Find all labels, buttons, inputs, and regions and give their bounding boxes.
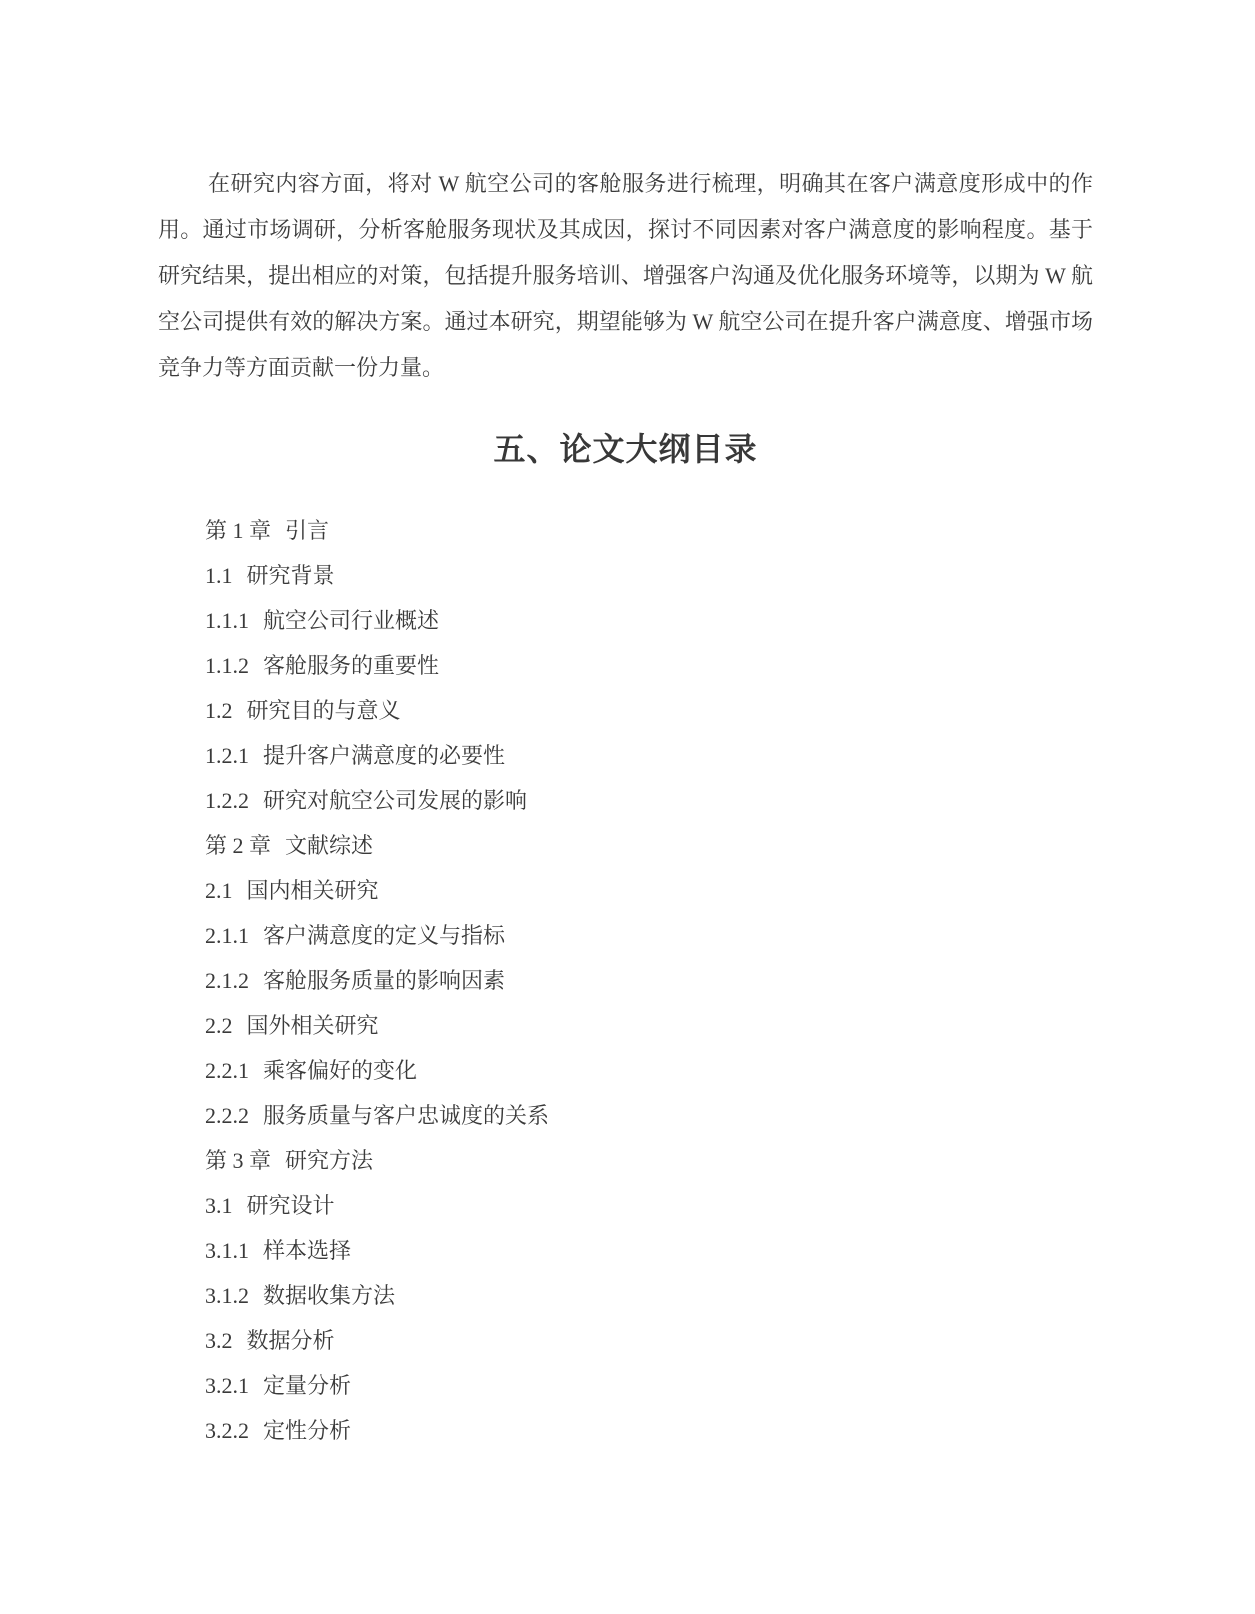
outline-item-3-2-1 — [205, 1363, 1093, 1408]
outline-item-title: 客户满意度的定义与指标 — [263, 923, 506, 948]
outline-item-title: 研究目的与意义 — [246, 698, 401, 723]
outline-item-title: 数据收集方法 — [263, 1283, 396, 1308]
outline-item-ch2 — [205, 823, 1093, 868]
outline-item-title: 研究背景 — [246, 563, 335, 588]
outline-item-number: 1.1.2 — [205, 653, 249, 678]
outline-section-heading: 五、论文大纲目录 — [493, 431, 758, 467]
outline-item-2-2-2 — [205, 1093, 1093, 1138]
outline-item-number: 1.1 — [205, 563, 233, 588]
outline-item-ch3 — [205, 1138, 1093, 1183]
outline-item-title: 引言 — [285, 518, 330, 543]
outline-item-title: 航空公司行业概述 — [263, 608, 440, 633]
outline-item-number: 2.2.1 — [205, 1058, 249, 1083]
outline-item-title: 研究方法 — [285, 1148, 374, 1173]
outline-item-number: 1.1.1 — [205, 608, 249, 633]
outline-item-2-2-1 — [205, 1048, 1093, 1093]
outline-item-title: 研究设计 — [246, 1193, 335, 1218]
outline-item-number: 第 2 章 — [205, 833, 272, 858]
outline-item-ch1 — [205, 508, 1093, 553]
outline-item-title: 数据分析 — [246, 1328, 335, 1353]
outline-item-title: 服务质量与客户忠诚度的关系 — [263, 1103, 550, 1128]
outline-item-3-1 — [205, 1183, 1093, 1228]
outline-item-1-1-2 — [205, 643, 1093, 688]
research-content-paragraph: 在研究内容方面，将对 W 航空公司的客舱服务进行梳理，明确其在客户满意度形成中的作用。通过市场调研，分析客舱服务现状及其成因，探讨不同因素对客户满意度的影响程度。基于研究结果，提出相应的对策，包括提升服务培训、增强客户沟通及优化服务环境等，以期为 W 航空公司提供有效的解决方案。通过本研究，期望能够为 W 航空公司在提升客户满意度、增强市场竞争力等方面贡献一份力量。 — [158, 171, 1093, 380]
outline-item-title: 文献综述 — [285, 833, 374, 858]
outline-item-number: 3.2 — [205, 1328, 233, 1353]
outline-item-2-1-2 — [205, 958, 1093, 1003]
outline-item-title: 客舱服务的重要性 — [263, 653, 440, 678]
outline-item-number: 3.2.1 — [205, 1373, 249, 1398]
outline-item-3-1-1 — [205, 1228, 1093, 1273]
outline-item-number: 1.2 — [205, 698, 233, 723]
outline-item-number: 1.2.2 — [205, 788, 249, 813]
outline-item-title: 定量分析 — [263, 1373, 352, 1398]
outline-item-number: 第 3 章 — [205, 1148, 272, 1173]
outline-item-number: 2.2.2 — [205, 1103, 249, 1128]
outline-item-title: 提升客户满意度的必要性 — [263, 743, 506, 768]
outline-item-number: 2.1.1 — [205, 923, 249, 948]
outline-item-title: 乘客偏好的变化 — [263, 1058, 418, 1083]
outline-item-number: 3.2.2 — [205, 1418, 249, 1443]
outline-item-number: 3.1.1 — [205, 1238, 249, 1263]
outline-item-3-1-2 — [205, 1273, 1093, 1318]
outline-item-3-2 — [205, 1318, 1093, 1363]
outline-item-1-2 — [205, 688, 1093, 733]
outline-item-title: 研究对航空公司发展的影响 — [263, 788, 528, 813]
outline-item-3-2-2 — [205, 1408, 1093, 1453]
outline-item-number: 第 1 章 — [205, 518, 272, 543]
outline-item-title: 客舱服务质量的影响因素 — [263, 968, 506, 993]
outline-item-1-1 — [205, 553, 1093, 598]
outline-item-number: 2.1.2 — [205, 968, 249, 993]
outline-item-number: 3.1.2 — [205, 1283, 249, 1308]
outline-item-number: 3.1 — [205, 1193, 233, 1218]
outline-item-number: 1.2.1 — [205, 743, 249, 768]
outline-item-2-2 — [205, 1003, 1093, 1048]
outline-item-2-1-1 — [205, 913, 1093, 958]
outline-item-number: 2.2 — [205, 1013, 233, 1038]
outline-item-1-1-1 — [205, 598, 1093, 643]
outline-item-title: 样本选择 — [263, 1238, 352, 1263]
outline-item-title: 国外相关研究 — [246, 1013, 379, 1038]
outline-item-title: 国内相关研究 — [246, 878, 379, 903]
outline-item-number: 2.1 — [205, 878, 233, 903]
outline-item-1-2-2 — [205, 778, 1093, 823]
outline-item-1-2-1 — [205, 733, 1093, 778]
outline-list — [158, 508, 1093, 1453]
outline-item-title: 定性分析 — [263, 1418, 352, 1443]
outline-item-2-1 — [205, 868, 1093, 913]
